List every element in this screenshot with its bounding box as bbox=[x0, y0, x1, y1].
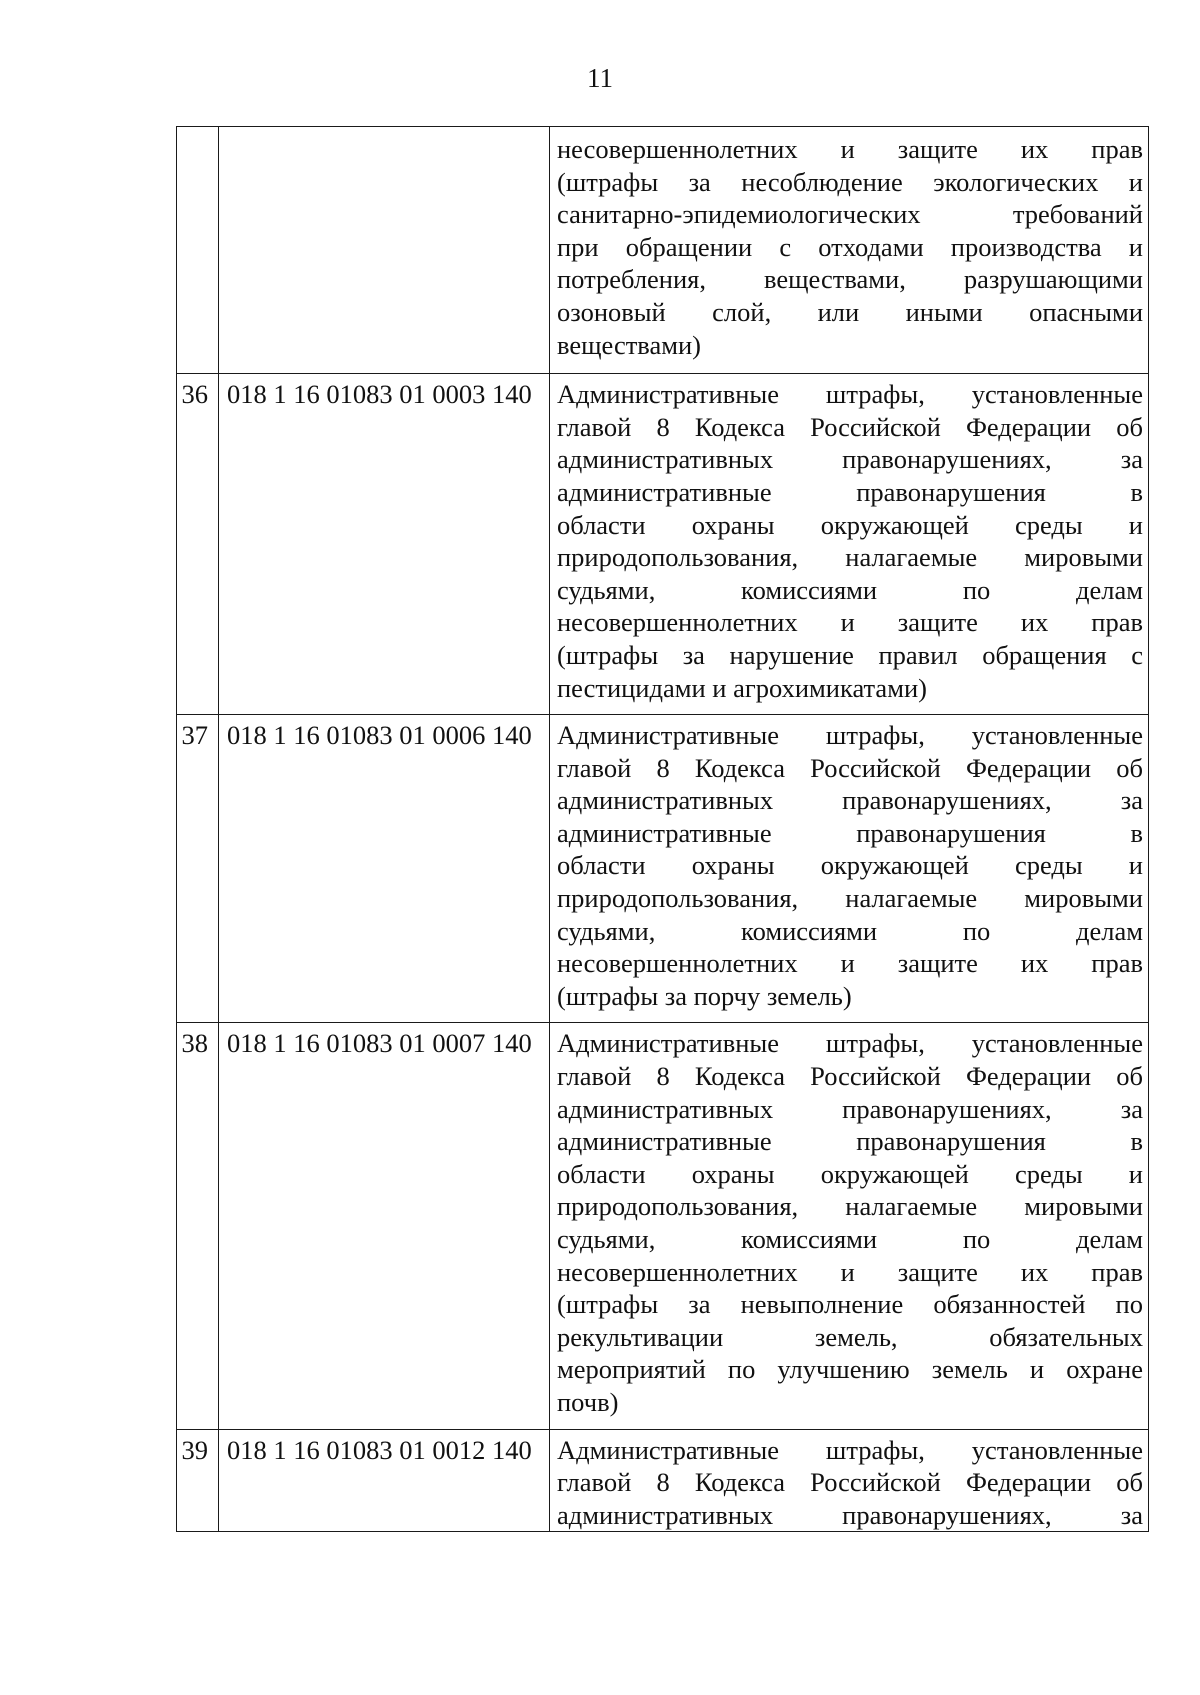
description-line: природопользования, налагаемые мировыми bbox=[557, 1191, 1143, 1222]
description-line: административных правонарушениях, за bbox=[557, 785, 1143, 816]
description-line: (штрафы за невыполнение обязанностей по bbox=[557, 1289, 1143, 1320]
description-line: рекультивации земель, обязательных bbox=[557, 1321, 1143, 1352]
description-line: Административные штрафы, установленные bbox=[557, 1028, 1143, 1059]
description-line: административных правонарушениях, за bbox=[557, 1093, 1143, 1124]
description-line: мероприятий по улучшению земель и охране bbox=[557, 1354, 1143, 1385]
budget-code-cell bbox=[219, 127, 550, 374]
budget-code-cell: 018 1 16 01083 01 0012 140 bbox=[219, 1429, 550, 1532]
description-line: административных правонарушениях, за bbox=[557, 1499, 1143, 1530]
description-line: области охраны окружающей среды и bbox=[557, 1158, 1143, 1189]
description-line: почв) bbox=[557, 1386, 619, 1417]
description-line: главой 8 Кодекса Российской Федерации об bbox=[557, 411, 1143, 442]
description-line: санитарно-эпидемиологических требований bbox=[557, 199, 1143, 230]
page-number: 11 bbox=[587, 63, 613, 93]
description-line: (штрафы за несоблюдение экологических и bbox=[557, 166, 1143, 197]
budget-code-cell: 018 1 16 01083 01 0007 140 bbox=[219, 1023, 550, 1429]
description-line: административных правонарушениях, за bbox=[557, 444, 1143, 475]
description-line: главой 8 Кодекса Российской Федерации об bbox=[557, 1467, 1143, 1498]
row-number-cell: 36 bbox=[177, 374, 219, 715]
description-line: Административные штрафы, установленные bbox=[557, 1434, 1143, 1465]
description-line: при обращении с отходами производства и bbox=[557, 231, 1143, 262]
description-cell bbox=[550, 1429, 1149, 1532]
description-line: главой 8 Кодекса Российской Федерации об bbox=[557, 752, 1143, 783]
row-number-cell: 38 bbox=[177, 1023, 219, 1429]
table-row bbox=[177, 1429, 1149, 1532]
budget-code-cell: 018 1 16 01083 01 0006 140 bbox=[219, 715, 550, 1023]
description-line: несовершеннолетних и защите их прав bbox=[557, 607, 1143, 638]
description-cell bbox=[550, 374, 1149, 715]
description-line: области охраны окружающей среды и bbox=[557, 509, 1143, 540]
description-cell bbox=[550, 715, 1149, 1023]
description-cell bbox=[550, 1023, 1149, 1429]
row-number-cell: 39 bbox=[177, 1429, 219, 1532]
description-line: потребления, веществами, разрушающими bbox=[557, 264, 1143, 295]
table-row bbox=[177, 127, 1149, 374]
description-line: несовершеннолетних и защите их прав bbox=[557, 134, 1143, 164]
budget-codes-table bbox=[176, 126, 1149, 1532]
description-line: судьями, комиссиями по делам bbox=[557, 915, 1143, 946]
description-line: судьями, комиссиями по делам bbox=[557, 1224, 1143, 1254]
description-line: (штрафы за нарушение правил обращения с bbox=[557, 639, 1143, 670]
description-line: Административные штрафы, установленные bbox=[557, 720, 1143, 751]
description-line: области охраны окружающей среды и bbox=[557, 850, 1143, 881]
row-number-cell: 37 bbox=[177, 715, 219, 1023]
description-line: веществами) bbox=[557, 329, 701, 360]
description-line: судьями, комиссиями по делам bbox=[557, 574, 1143, 605]
description-line: (штрафы за порчу земель) bbox=[557, 980, 852, 1011]
description-line: природопользования, налагаемые мировыми bbox=[557, 542, 1143, 573]
description-line: несовершеннолетних и защите их прав bbox=[557, 948, 1143, 979]
description-line: главой 8 Кодекса Российской Федерации об bbox=[557, 1061, 1143, 1092]
description-line: административные правонарушения в bbox=[557, 476, 1143, 507]
description-line: административные правонарушения в bbox=[557, 817, 1143, 848]
description-line: несовершеннолетних и защите их прав bbox=[557, 1256, 1143, 1287]
row-number-cell bbox=[177, 127, 219, 374]
table-body bbox=[177, 127, 1149, 1532]
table-row bbox=[177, 1023, 1149, 1429]
description-line: Административные штрафы, установленные bbox=[557, 379, 1143, 410]
description-line: пестицидами и агрохимикатами) bbox=[557, 672, 927, 703]
table-row bbox=[177, 715, 1149, 1023]
description-cell bbox=[550, 127, 1149, 374]
description-line: административные правонарушения в bbox=[557, 1126, 1143, 1157]
description-line: озоновый слой, или иными опасными bbox=[557, 296, 1143, 327]
table-row bbox=[177, 374, 1149, 715]
budget-code-cell: 018 1 16 01083 01 0003 140 bbox=[219, 374, 550, 715]
description-line: природопользования, налагаемые мировыми bbox=[557, 883, 1143, 914]
